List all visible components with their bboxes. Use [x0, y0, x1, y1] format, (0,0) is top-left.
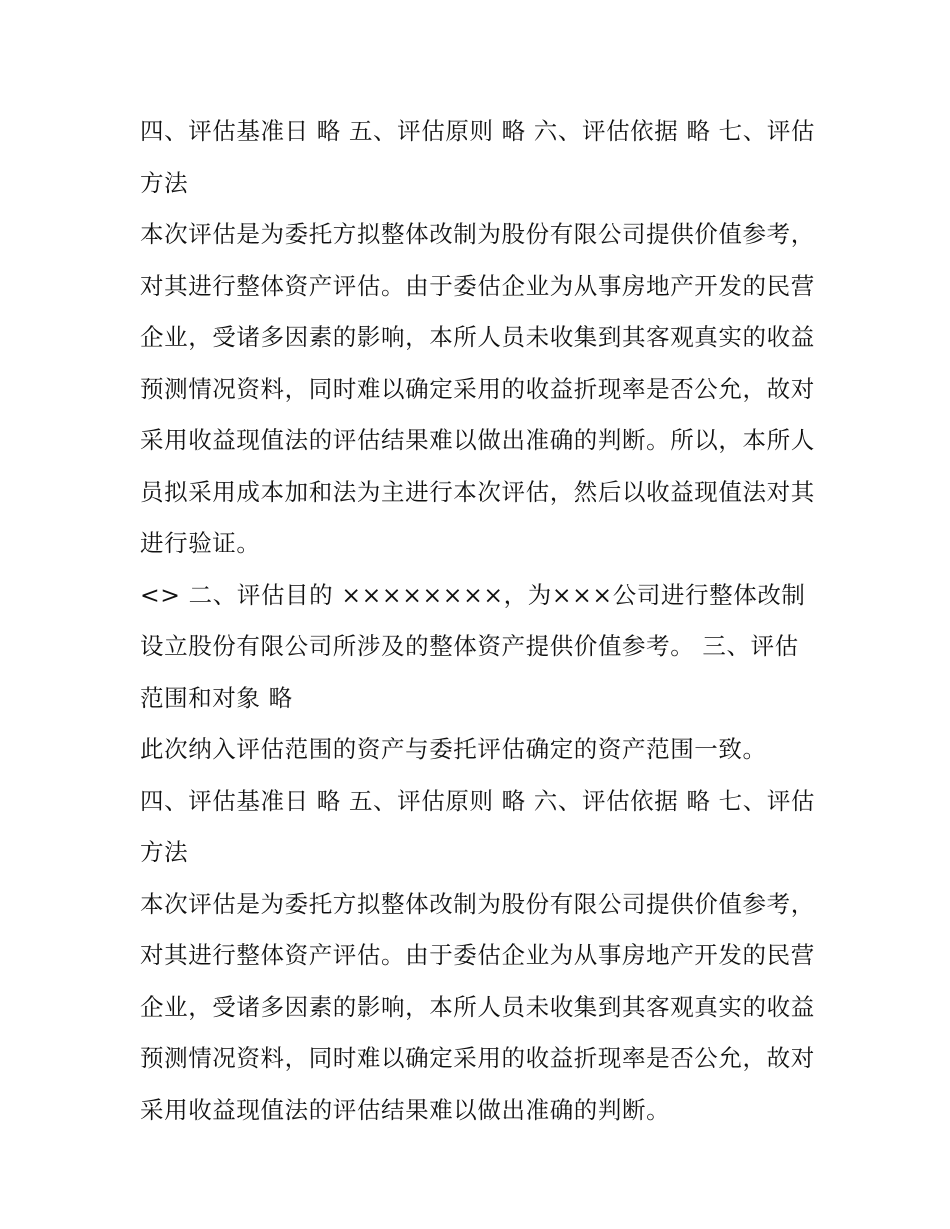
paragraph-assessment-scope: 此次纳入评估范围的资产与委托评估确定的资产范围一致。	[140, 735, 767, 763]
paragraph-assessment-sections-repeat: 四、评估基准日 略 五、评估原则 略 六、评估依据 略 七、评估方法	[140, 786, 816, 866]
document-body	[140, 106, 820, 1136]
paragraph-assessment-sections: 四、评估基准日 略 五、评估原则 略 六、评估依据 略 七、评估方法	[140, 117, 816, 197]
paragraph-assessment-method-repeat: 本次评估是为委托方拟整体改制为股份有限公司提供价值参考，对其进行整体资产评估。由于委估企业为从事房地产开发的民营企业，受诸多因素的影响，本所人员未收集到其客观真实的收益预测情况资料，同时难以确定采用的收益折现率是否公允，故对采用收益现值法的评估结果难以做出准确的判断。	[140, 889, 815, 1124]
paragraph-assessment-purpose: <> 二、评估目的 ××××××××，为×××公司进行整体改制设立股份有限公司所涉及的整体资产提供价值参考。 三、评估范围和对象 略	[140, 580, 806, 712]
paragraph-assessment-method: 本次评估是为委托方拟整体改制为股份有限公司提供价值参考，对其进行整体资产评估。由于委估企业为从事房地产开发的民营企业，受诸多因素的影响，本所人员未收集到其客观真实的收益预测情况资料，同时难以确定采用的收益折现率是否公允，故对采用收益现值法的评估结果难以做出准确的判断。所以，本所人员拟采用成本加和法为主进行本次评估，然后以收益现值法对其进行验证。	[140, 220, 815, 557]
